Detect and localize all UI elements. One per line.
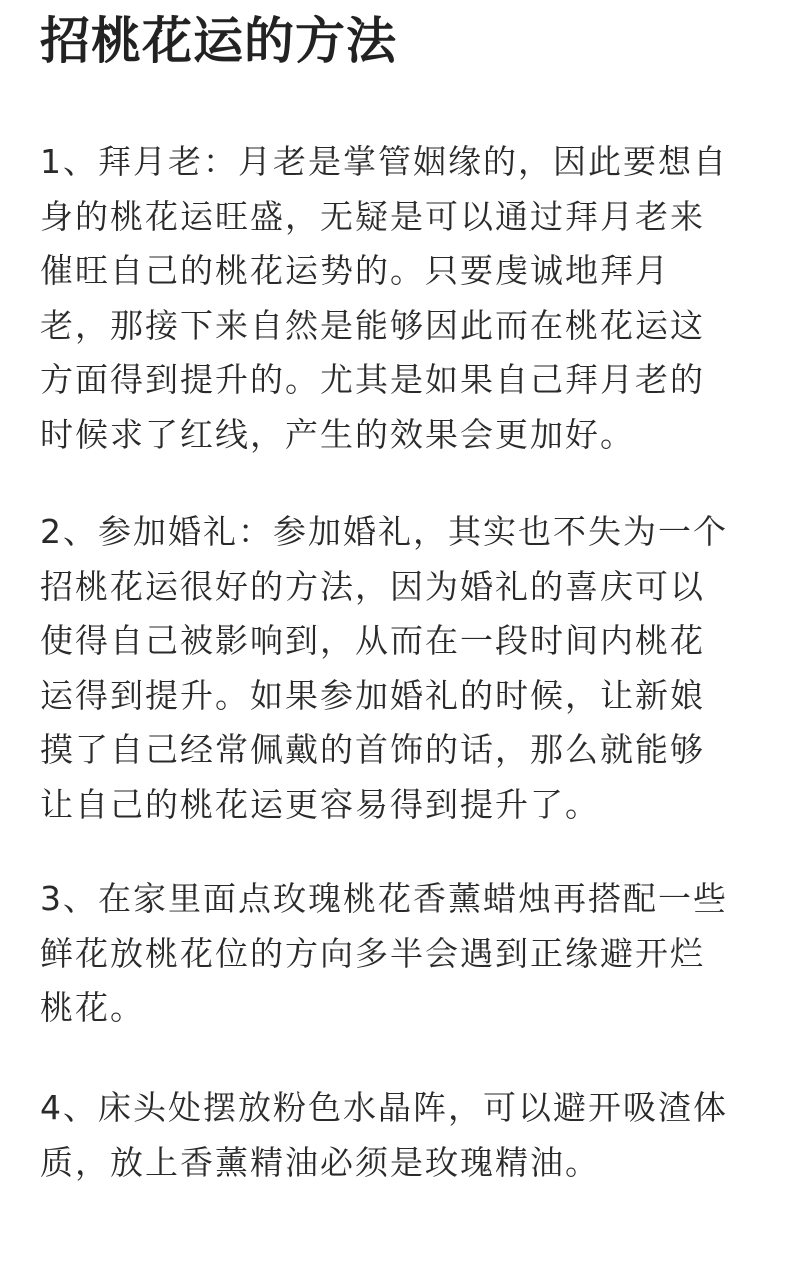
paragraph-line: 质，放上香薰精油必须是玫瑰精油。 [40,1142,600,1182]
paragraph-line: 2、参加婚礼：参加婚礼，其实也不失为一个 [40,512,728,551]
paragraph-line: 摸了自己经常佩戴的首饰的话，那么就能够 [40,730,705,769]
page-title: 招桃花运的方法 [40,12,397,70]
paragraph-line: 招桃花运很好的方法，因为婚礼的喜庆可以 [40,566,705,606]
paragraph-1 [40,135,780,462]
paragraph-line: 身的桃花运旺盛，无疑是可以通过拜月老来 [40,196,705,236]
paragraph-line: 时候求了红线，产生的效果会更加好。 [40,414,635,454]
paragraph-2 [40,505,780,832]
paragraph-line: 使得自己被影响到，从而在一段时间内桃花 [40,621,705,660]
paragraph-line: 鲜花放桃花位的方向多半会遇到正缘避开烂 [40,933,705,973]
paragraph-line: 桃花。 [40,988,145,1027]
paragraph-3 [40,872,780,1036]
paragraph-4 [40,1081,780,1190]
paragraph-line: 方面得到提升的。尤其是如果自己拜月老的 [40,360,705,399]
paragraph-line: 1、拜月老：月老是掌管姻缘的，因此要想自 [40,142,728,181]
paragraph-line: 3、在家里面点玫瑰桃花香薰蜡烛再搭配一些 [40,879,728,918]
paragraph-line: 老，那接下来自然是能够因此而在桃花运这 [40,305,705,345]
paragraph-line: 4、床头处摆放粉色水晶阵，可以避开吸渣体 [40,1088,728,1127]
paragraph-line: 催旺自己的桃花运势的。只要虔诚地拜月 [40,251,670,290]
paragraph-line: 运得到提升。如果参加婚礼的时候，让新娘 [40,675,705,715]
paragraph-line: 让自己的桃花运更容易得到提升了。 [40,784,600,824]
